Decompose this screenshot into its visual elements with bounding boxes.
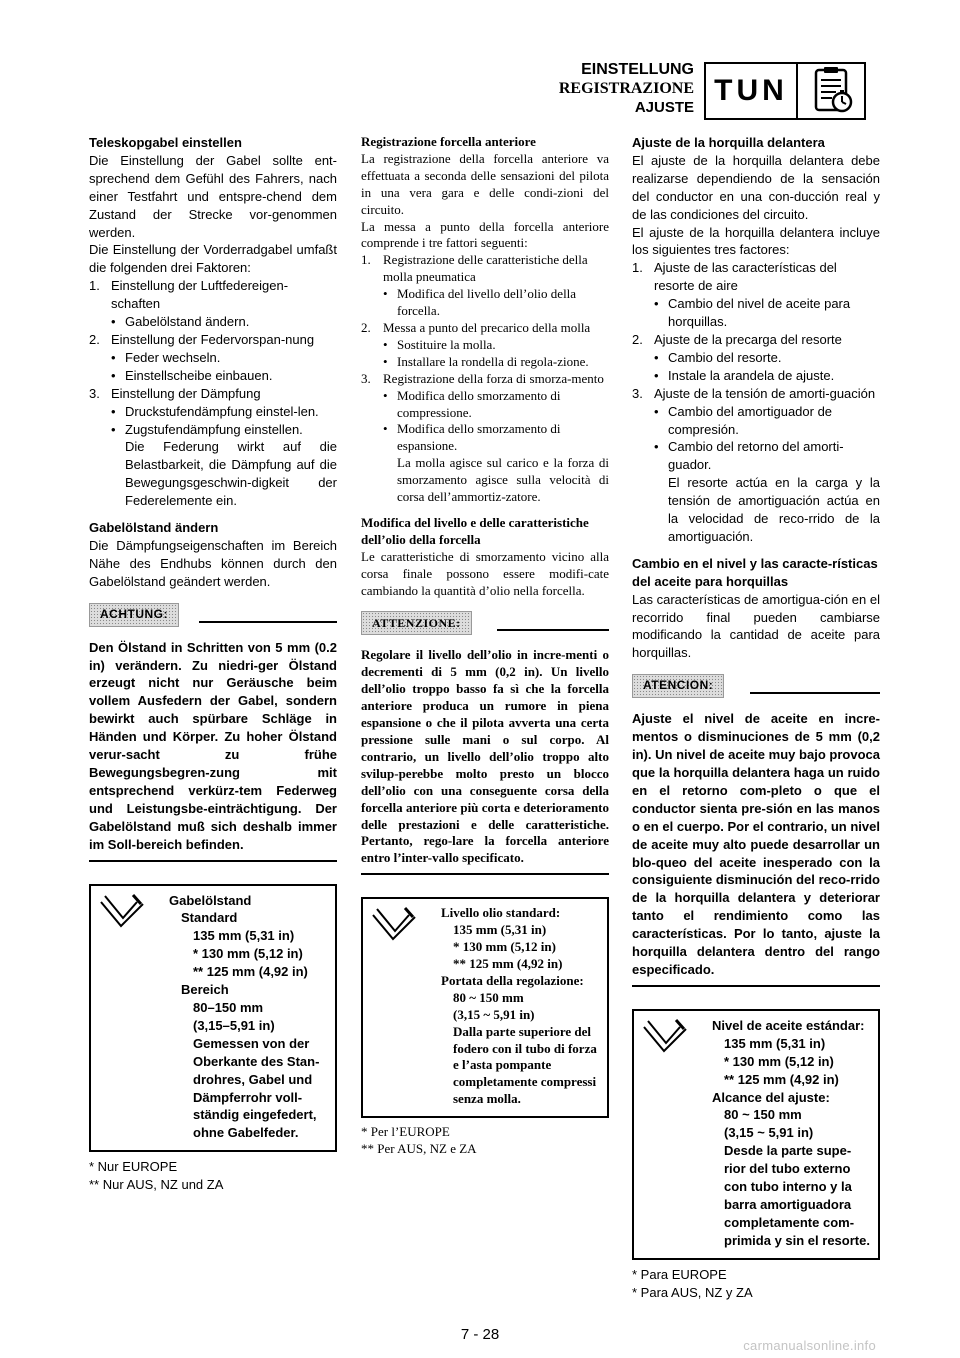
bullet-item: • Cambio del amortiguador de compresión. [654,403,833,437]
intro-paragraph: Die Einstellung der Gabel sollte ent-sprechend dem Gefühl des Fahrers, nach einer Testfahrt und entspre-chend dem Zustand der Strecke vor-genommen werden. [89,152,337,240]
caution-header [361,611,609,639]
caution-text: Den Ölstand in Schritten von 5 mm (0.2 in) verändern. Zu niedri-ger Ölstand erzeugt nicht nur Geräusche beim vollem Ausfedern der Gabel, sondern bewirkt auch spürbare Schläge in Händen und Körper. Zu hoher Ölstand verur-sacht zu frühe Bewegungsbegren-zung mit entsprechend verkürz-tem Federweg und Leistungsbe-einträchtigung. Der Gabelölstand muß sich deshalb immer im Soll-bereich befinden. [89,639,337,852]
column-spanish [632,134,880,1301]
oil-paragraph: Le caratteristiche di smorzamento vicino alla corsa finale possono essere modifi-cate cambiando la quantità d’olio nella forcella. [361,548,609,598]
spec-note: Gemessen von der Oberkante des Stan-drohres, Gabel und Dämpferrohr voll-ständig eingefedert, ohne Gabelfeder. [193,1035,320,1141]
spec-value: * 130 mm (5,12 in) [193,946,303,962]
spec-value: ** 125 mm (4,92 in) [724,1071,839,1087]
footnote: * Nur EUROPE [89,1159,178,1175]
footnote: ** Nur AUS, NZ und ZA [89,1177,224,1193]
damping-note: La molla agisce sul carico e la forza di smorzamento agisce sulla velocità di corsa dell’ammortiz-zatore. [397,455,609,505]
subsection-title: Gabelölstand ändern [89,520,219,536]
bullet-item: • Gabelölstand ändern. [111,314,250,330]
caution-label: ACHTUNG: [89,603,179,627]
footnote: * Para AUS, NZ y ZA [632,1284,753,1300]
list-item: 3. Einstellung der Dämpfung [89,385,261,401]
wrench-icon [97,892,149,937]
damping-note: Die Federung wirkt auf die Belastbarkeit, die Dämpfung auf die Bewegungsgeschwin-digkeit der Federelemente ein. [125,439,337,509]
bullet-item: • Druckstufendämpfung einstel-len. [111,403,319,419]
spec-range-label: Portata della regolazione: [441,972,584,988]
subsection-title: Modifica del livello e delle caratteristiche dell’olio della forcella [361,514,589,547]
caution-end-rule [89,860,337,862]
section-title: Teleskopgabel einstellen [89,135,242,150]
bullet-item: • Cambio del nivel de aceite para horquillas. [654,296,851,330]
spec-title: Livello olio standard: [441,905,561,921]
spec-box [361,897,609,1118]
spec-range: (3,15 ~ 5,91 in) [724,1125,814,1141]
header-title-it: REGISTRAZIONE [558,80,694,97]
header-title-es: AJUSTE [634,99,694,116]
wrench-icon [369,905,421,950]
header-title-de: EINSTELLUNG [581,61,694,78]
clipboard-stopwatch-icon [798,64,864,118]
caution-label: ATENCION: [632,674,724,698]
list-item: 1. Einstellung der Luftfedereigen-schaften [89,278,289,312]
intro-paragraph-2: Die Einstellung der Vorderradgabel umfaßt die folgenden drei Faktoren: [89,242,337,276]
section-header [559,60,694,117]
caution-header [89,603,337,631]
bullet-item: • Modifica dello smorzamento di compressione. [383,387,561,420]
intro-paragraph: La registrazione della forcella anteriore va effettuata a seconda delle sensazioni del pilota in una vera gara e delle condi-zioni del circuito. [361,150,609,217]
spec-standard-label: Standard [181,910,238,926]
spec-title: Nivel de aceite estándar: [712,1017,865,1033]
footnote: * Para EUROPE [632,1266,727,1282]
spec-range-label: Alcance del ajuste: [712,1089,830,1105]
spec-range: 80–150 mm [193,999,264,1015]
spec-range: 80 ~ 150 mm [724,1107,802,1123]
spec-title: Gabelölstand [169,892,252,908]
intro-paragraph-2: La messa a punto della forcella anteriore comprende i tre fattori seguenti: [361,218,609,251]
list-item: 2. Einstellung der Federvorspan-nung [89,331,315,347]
bullet-item: • Modifica dello smorzamento di espansione. [383,421,561,454]
watermark: carmanualsonline.info [743,1338,876,1353]
page-number: 7 - 28 [460,1326,500,1343]
intro-paragraph: El ajuste de la horquilla delantera debe realizarse dependiendo de la sensación del conductor en una con-ducción real y de las condiciones del circuito. [632,152,880,222]
damping-note: El resorte actúa en la carga y la tensión de amortiguación actúa en la velocidad de reco-rrido de la amortiguación. [668,475,880,544]
bullet-item: • Zugstufendämpfung einstellen. [111,421,303,437]
section-code: TUN [706,64,798,118]
list-item: 3. Ajuste de la tensión de amorti-guación [632,385,876,401]
spec-box [89,884,337,1153]
intro-paragraph-2: El ajuste de la horquilla delantera incluye los siguientes tres factores: [632,224,880,258]
spec-note: Dalla parte superiore del fodero con il tubo di forza e l’asta pompante completamente compressi senza molla. [453,1023,597,1107]
bullet-item: • Einstellscheibe einbauen. [111,367,273,383]
section-title: Ajuste de la horquilla delantera [632,135,825,150]
spec-value: * 130 mm (5,12 in) [453,939,556,955]
bullet-item: • Cambio del retorno del amorti-guador. [654,439,844,473]
spec-range: (3,15–5,91 in) [193,1017,275,1033]
list-item: 1. Ajuste de las características del resorte de aire [632,260,837,294]
footnote: * Per l’EUROPE [361,1124,450,1140]
bullet-item: • Instale la arandela de ajuste. [654,367,835,383]
column-german [89,134,337,1194]
bullet-item: • Installare la rondella di regola-zione. [383,353,589,369]
list-item: 2. Messa a punto del precarico della molla [361,319,591,335]
wrench-icon [640,1017,692,1062]
oil-paragraph: Las características de amortigua-ción en el recorrido final pueden cambiarse modificando la cantidad de aceite para horquillas. [632,591,880,661]
caution-header [632,674,880,702]
spec-range: (3,15 ~ 5,91 in) [453,1006,535,1022]
section-title: Registrazione forcella anteriore [361,134,536,149]
caution-text: Ajuste el nivel de aceite en incre-mentos o disminuciones de 5 mm (0,2 in). Un nivel de aceite muy bajo provoca que la horquilla delantera haga un ruido en el retorno com-pleto o que el conductor sienta pre-sión en las manos o en el cuerpo. Por el contrario, un nivel de aceite muy alto puede desarrollar un blo-queo del aceite inesperado con la consiguiente disminución del reco-rrido de la horquilla delantera y deteriorar tanto el rendimiento como las características. Por lo tanto, ajuste la horquilla delantera dentro del rango especificado. [632,711,880,977]
bullet-item: • Sostituire la molla. [383,336,496,352]
caution-text: Regolare il livello dell’olio in incre-menti o decrementi di 5 mm (0,2 in). Un livello dell’olio troppo basso fa sì che la forcella anteriore produca un rumore in piena espansione o che il pilota avverta una certa pressione sulle mani o sul corpo. Al contrario, un livello dell’olio troppo alto svilup-perebbe molto presto un blocco dell’olio con una conseguente corsa della forcella anteriore più corta e deterioramento delle prestazioni e delle caratteristiche. Pertanto, rego-lare la forcella anteriore entro l’inter-vallo specificato. [361,647,609,866]
list-item: 1. Registrazione delle caratteristiche della molla pneumatica [361,252,588,285]
caution-end-rule [632,985,880,987]
caution-label: ATTENZIONE: [361,611,472,635]
bullet-item: • Cambio del resorte. [654,349,782,365]
spec-value: 135 mm (5,31 in) [193,928,295,944]
spec-value: * 130 mm (5,12 in) [724,1053,834,1069]
caution-end-rule [361,873,609,875]
list-item: 2. Ajuste de la precarga del resorte [632,331,842,347]
bullet-item: • Modifica del livello dell’olio della forcella. [383,286,577,319]
spec-value: ** 125 mm (4,92 in) [193,964,308,980]
spec-note: Desde la parte supe-rior del tubo externo con tubo interno y la barra amortiguadora completamente com-primida y sin el resorte. [724,1143,870,1248]
section-badge [704,62,866,120]
list-item: 3. Registrazione della forza di smorza-mento [361,370,604,386]
bullet-item: • Feder wechseln. [111,349,221,365]
spec-range-label: Bereich [181,982,229,998]
spec-value: 135 mm (5,31 in) [453,922,547,938]
footnote: ** Per AUS, NZ e ZA [361,1141,477,1157]
spec-range: 80 ~ 150 mm [453,989,524,1005]
oil-paragraph: Die Dämpfungseigenschaften im Bereich Nähe des Endhubs können durch den Gabelölstand geändert werden. [89,537,337,589]
column-italian [361,134,609,1158]
spec-value: ** 125 mm (4,92 in) [453,955,563,971]
spec-box [632,1009,880,1260]
subsection-title: Cambio en el nivel y las caracte-rísticas del aceite para horquillas [632,555,878,589]
spec-value: 135 mm (5,31 in) [724,1035,826,1051]
